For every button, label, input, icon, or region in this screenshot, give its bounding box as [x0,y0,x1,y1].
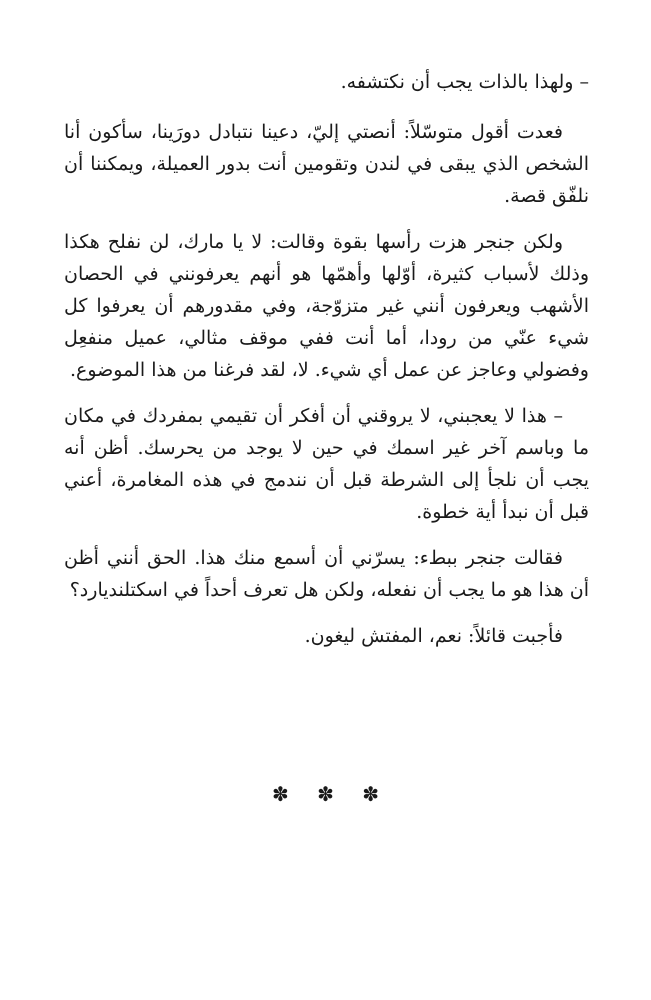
asterism-star-icon: ✽ [362,782,379,806]
paragraph-3: ولكن جنجر هزت رأسها بقوة وقالت: لا يا مارك، لن نفلح هكذا وذلك لأسباب كثيرة، أوّلها وأهمّها هو أنهم يعرفونني في الحصان الأشهب ويعرفون أنني غير متزوّجة، وفي مقدورهم أن يعرفوا كل شيء عنّي من رودا، أما أنت ففي موقف مثالي، عميل منفعِل وفضولي وعاجز عن عمل أي شيء. لا، لقد فرغنا من هذا الموضوع. [64,231,590,381]
paragraph-6: فأجبت قائلاً: نعم، المفتش ليغون. [304,625,563,647]
paragraph-1: – ولهذا بالذات يجب أن نكتشفه. [340,71,589,93]
body-text [64,66,589,666]
asterism-star-icon: ✽ [317,782,334,806]
asterism-star-icon: ✽ [271,782,289,806]
section-break-ornament [0,782,651,806]
paragraph-5: فقالت جنجر ببطء: يسرّني أن أسمع منك هذا. الحق أنني أظن أن هذا هو ما يجب أن نفعله، ولكن هل تعرف أحداً في اسكتلنديارد؟ [64,547,589,601]
paragraph-2: فعدت أقول متوسّلاً: أنصتي إليّ، دعينا نتبادل دورَينا، سأكون أنا الشخص الذي يبقى في لندن وتقومين أنت بدور العميلة، ويمكننا أن نلفّق قصة. [64,121,589,207]
paragraph-4: – هذا لا يعجبني، لا يروقني أن أفكر أن تقيمي بمفردك في مكان ما وباسم آخر غير اسمك في حين لا يوجد من يحرسك. أظن أنه يجب أن نلجأ إلى الشرطة قبل أن نندمج في هذه المغامرة، أعني قبل أن نبدأ أية خطوة. [64,405,589,523]
